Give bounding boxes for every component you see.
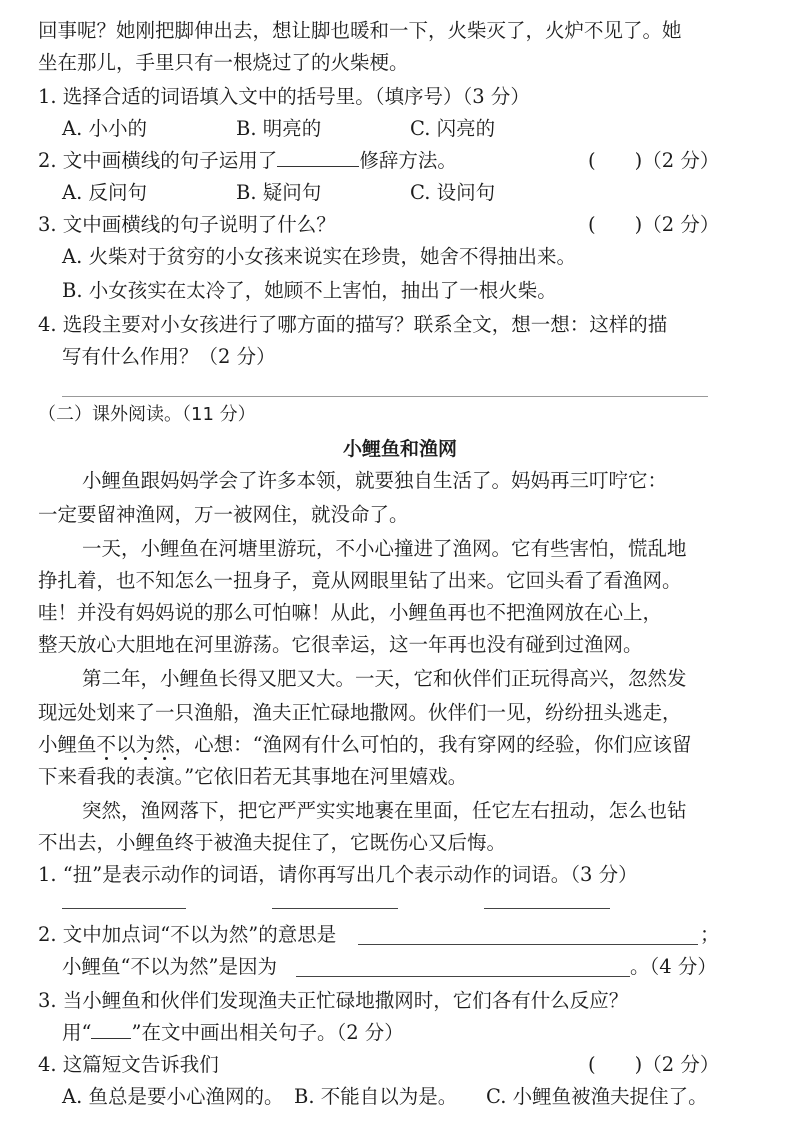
question-3-stem: 3. 文中画横线的句子说明了什么？ [38,213,336,236]
story-paragraph-2: 一天，小鲤鱼在河塘里游玩，不小心撞进了渔网。它有些害怕，慌乱地 [82,537,687,560]
q2-stem-part2: 修辞方法。 [359,149,457,172]
s2-question-2-stem: 2. 文中加点词“不以为然”的意思是 [38,923,337,946]
s2q3-text: ”在文中画出相关句子。（2 分） [131,1021,404,1044]
emphasis-dot-char: 以 [116,733,136,756]
s2q1-answer-line-1[interactable] [62,908,186,909]
story-paragraph-2-cont: 挣扎着，也不知怎么一扭身子，竟从网眼里钻了出来。它回头看了看渔网。 [38,569,682,592]
emphasis-dot-char: 不 [96,733,117,756]
story-paragraph-2-cont: 整天放心大胆地在河里游荡。它很幸运，这一年再也没有碰到过渔网。 [38,633,643,656]
q3-answer-paren[interactable]: ( )（2 分） [588,213,720,236]
story-text: ，心想：“渔网有什么可怕的，我有穿网的经验，你们应该留 [174,733,692,756]
story-paragraph-4: 突然，渔网落下，把它严严实实地裹在里面，任它左右扭动，怎么也钻 [82,799,687,822]
q3-option-b[interactable]: B. 小女孩实在太冷了，她顾不上害怕，抽出了一根火柴。 [62,279,557,302]
s2q2-reason-blank[interactable] [296,976,630,977]
s2q2-meaning-blank[interactable] [358,944,698,945]
section-2-heading: （二）课外阅读。（11 分） [38,404,256,425]
emphasis-dot-char: 为 [135,733,156,756]
story-paragraph-3-cont [38,730,764,760]
s2-question-3-stem: 3. 当小鲤鱼和伙伴们发现渔夫正忙碌地撒网时，它们各有什么反应？ [38,989,629,1012]
question-2-stem [38,146,457,176]
q1-option-a[interactable]: A. 小小的 [62,117,147,140]
story-title: 小鲤鱼和渔网 [342,438,457,460]
question-4-stem-cont: 写有什么作用？（2 分） [62,345,276,368]
q2-option-a[interactable]: A. 反问句 [62,181,147,204]
q4-answer-line[interactable] [62,396,708,397]
q2-option-c[interactable]: C. 设问句 [410,181,496,204]
question-4-stem: 4. 选段主要对小女孩进行了哪方面的描写？联系全文，想一想：这样的描 [38,313,668,336]
q2-answer-blank[interactable] [277,165,359,167]
dotted-word-buyiweiran [97,733,175,756]
q2-option-b[interactable]: B. 疑问句 [236,181,322,204]
s2q1-answer-line-3[interactable] [484,908,610,909]
s2-question-1-stem: 1. “扭”是表示动作的词语，请你再写出几个表示动作的词语。（3 分） [38,863,638,886]
emphasis-dot-char: 然 [155,733,175,756]
s2q4-option-c[interactable]: C. 小鲤鱼被渔夫捉住了。 [486,1085,708,1108]
q2-stem-part1: 2. 文中画横线的句子运用了 [38,149,278,172]
s2q3-mark-line-sample [91,1037,131,1039]
s2q3-text: 用“ [62,1021,92,1044]
q1-option-c[interactable]: C. 闪亮的 [410,117,496,140]
q3-option-a[interactable]: A. 火柴对于贫穷的小女孩来说实在珍贵，她舍不得抽出来。 [62,245,576,268]
s2q4-option-b[interactable]: B. 不能自以为是。 [294,1085,458,1108]
s2q1-answer-line-2[interactable] [272,908,398,909]
story-paragraph-1: 小鲤鱼跟妈妈学会了许多本领，就要独自生活了。妈妈再三叮咛它： [82,469,668,492]
question-1-stem: 1. 选择合适的词语填入文中的括号里。（填序号）（3 分） [38,85,530,108]
s2-question-2-stem-cont: 小鲤鱼“不以为然”是因为 [62,955,277,978]
story-paragraph-2-cont: 哇！并没有妈妈说的那么可怕嘛！从此，小鲤鱼再也不把渔网放在心上， [38,601,663,624]
s2q2-semicolon: ； [700,923,720,946]
story-paragraph-3: 第二年，小鲤鱼长得又肥又大。一天，它和伙伴们正玩得高兴，忽然发 [82,667,687,690]
s2-question-4-stem: 4. 这篇短文告诉我们 [38,1053,219,1076]
story-paragraph-4-cont: 不出去，小鲤鱼终于被渔夫捉住了，它既伤心又后悔。 [38,831,507,854]
passage-line: 回事呢？她刚把脚伸出去，想让脚也暖和一下，火柴灭了，火炉不见了。她 [38,19,682,42]
story-paragraph-1-cont: 一定要留神渔网，万一被网住，就没命了。 [38,503,409,526]
s2q4-answer-paren[interactable]: ( )（2 分） [588,1053,720,1076]
s2q2-end: 。（4 分） [630,955,717,978]
story-paragraph-3-cont: 下来看我的表演。”它依旧若无其事地在河里嬉戏。 [38,765,468,788]
story-text: 小鲤鱼 [38,733,97,756]
passage-line: 坐在那儿，手里只有一根烧过了的火柴梗。 [38,51,409,74]
q1-option-b[interactable]: B. 明亮的 [236,117,322,140]
story-paragraph-3-cont: 现远处划来了一只渔船，渔夫正忙碌地撒网。伙伴们一见，纷纷扭头逃走， [38,701,682,724]
s2-question-3-stem-cont [62,1018,404,1048]
q2-answer-paren[interactable]: ( )（2 分） [588,149,720,172]
s2q4-option-a[interactable]: A. 鱼总是要小心渔网的。 [62,1085,284,1108]
